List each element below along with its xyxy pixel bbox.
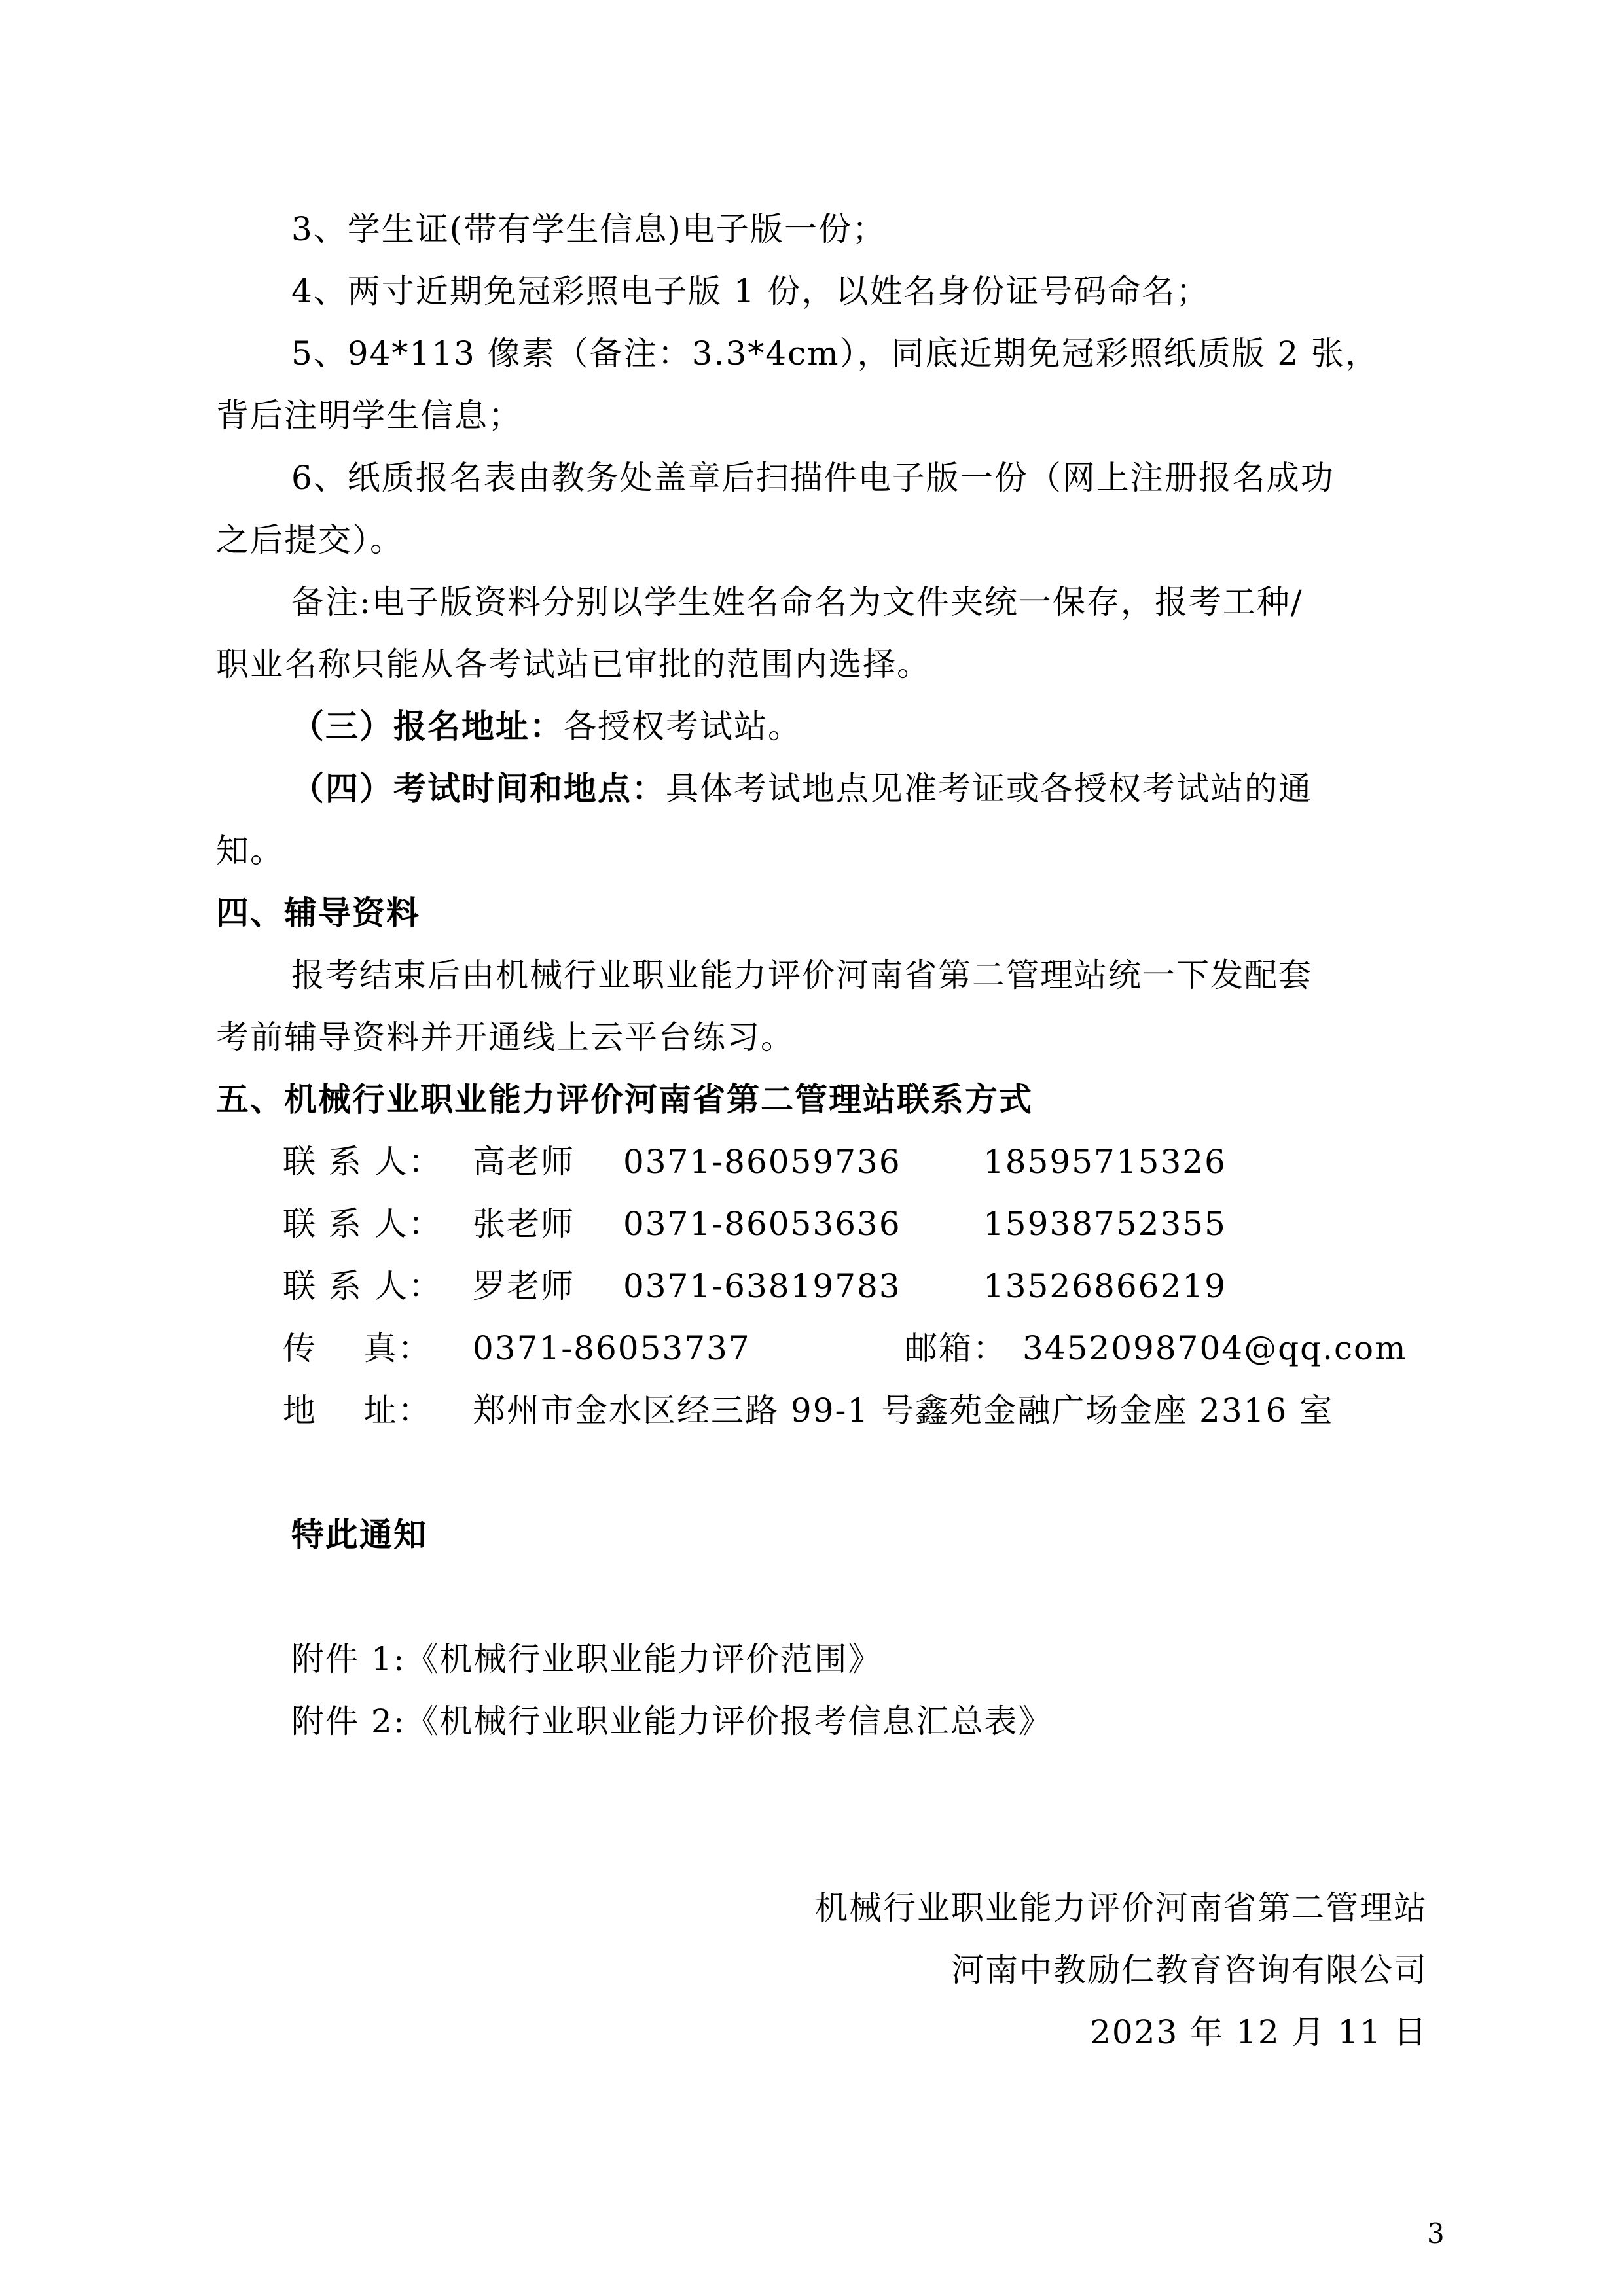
subsection-4 (291, 769, 1312, 808)
note-line1: 备注:电子版资料分别以学生姓名命名为文件夹统一保存，报考工种/ (291, 583, 1303, 621)
contact-label: 联 系 人： (283, 1143, 442, 1181)
subsection-3-text: 各授权考试站。 (564, 708, 802, 745)
contact-mobile: 15938752355 (983, 1205, 1227, 1243)
subsection-4-heading: （四）考试时间和地点： (291, 769, 666, 808)
address-value: 郑州市金水区经三路 99-1 号鑫苑金融广场金座 2316 室 (473, 1391, 1334, 1429)
fax-value: 0371-86053737 (473, 1329, 751, 1367)
page-number: 3 (1427, 2217, 1445, 2250)
email-value: 3452098704@qq.com (1022, 1329, 1407, 1367)
item-6-line1: 6、纸质报名表由教务处盖章后扫描件电子版一份（网上注册报名成功 (291, 459, 1335, 497)
closing-text: 特此通知 (291, 1515, 427, 1554)
attachment-item: 附件 1:《机械行业职业能力评价范围》 (291, 1640, 882, 1678)
section-4-line1: 报考结束后由机械行业职业能力评价河南省第二管理站统一下发配套 (291, 956, 1312, 994)
section-5-heading: 五、机械行业职业能力评价河南省第二管理站联系方式 (216, 1080, 1033, 1119)
item-6-line2: 之后提交）。 (216, 521, 404, 559)
contact-mobile: 18595715326 (983, 1143, 1227, 1181)
contact-name: 张老师 (473, 1205, 575, 1243)
note-line2: 职业名称只能从各考试站已审批的范围内选择。 (216, 645, 931, 683)
signature-org-1: 机械行业职业能力评价河南省第二管理站 (815, 1889, 1428, 1927)
attachment-item: 附件 2:《机械行业职业能力评价报考信息汇总表》 (291, 1702, 1053, 1740)
section-4-heading: 四、辅导资料 (216, 893, 420, 932)
contact-name: 高老师 (473, 1143, 575, 1181)
email-label: 邮箱： (905, 1329, 1007, 1367)
item-5-line2: 背后注明学生信息； (216, 397, 522, 435)
contact-phone: 0371-86059736 (623, 1143, 901, 1181)
subsection-3 (291, 707, 802, 746)
item-5-line1: 5、94*113 像素（备注：3.3*4cm），同底近期免冠彩照纸质版 2 张， (291, 334, 1380, 372)
item-4: 4、两寸近期免冠彩照电子版 1 份，以姓名身份证号码命名； (291, 272, 1210, 310)
item-3: 3、学生证(带有学生信息)电子版一份； (291, 210, 886, 248)
contact-label: 联 系 人： (283, 1267, 442, 1305)
contact-mobile: 13526866219 (983, 1267, 1227, 1305)
signature-date: 2023 年 12 月 11 日 (1090, 2013, 1428, 2051)
contact-phone: 0371-86053636 (623, 1205, 901, 1243)
contact-phone: 0371-63819783 (623, 1267, 901, 1305)
contact-name: 罗老师 (473, 1267, 575, 1305)
fax-label: 传 真： (283, 1329, 432, 1367)
address-label: 地 址： (283, 1391, 432, 1429)
signature-org-2: 河南中教励仁教育咨询有限公司 (951, 1951, 1428, 1989)
contact-label: 联 系 人： (283, 1205, 442, 1243)
section-4-line2: 考前辅导资料并开通线上云平台练习。 (216, 1018, 795, 1056)
subsection-4-line2: 知。 (216, 832, 284, 870)
subsection-4-text: 具体考试地点见准考证或各授权考试站的通 (666, 770, 1312, 808)
subsection-3-heading: （三）报名地址： (291, 707, 564, 745)
